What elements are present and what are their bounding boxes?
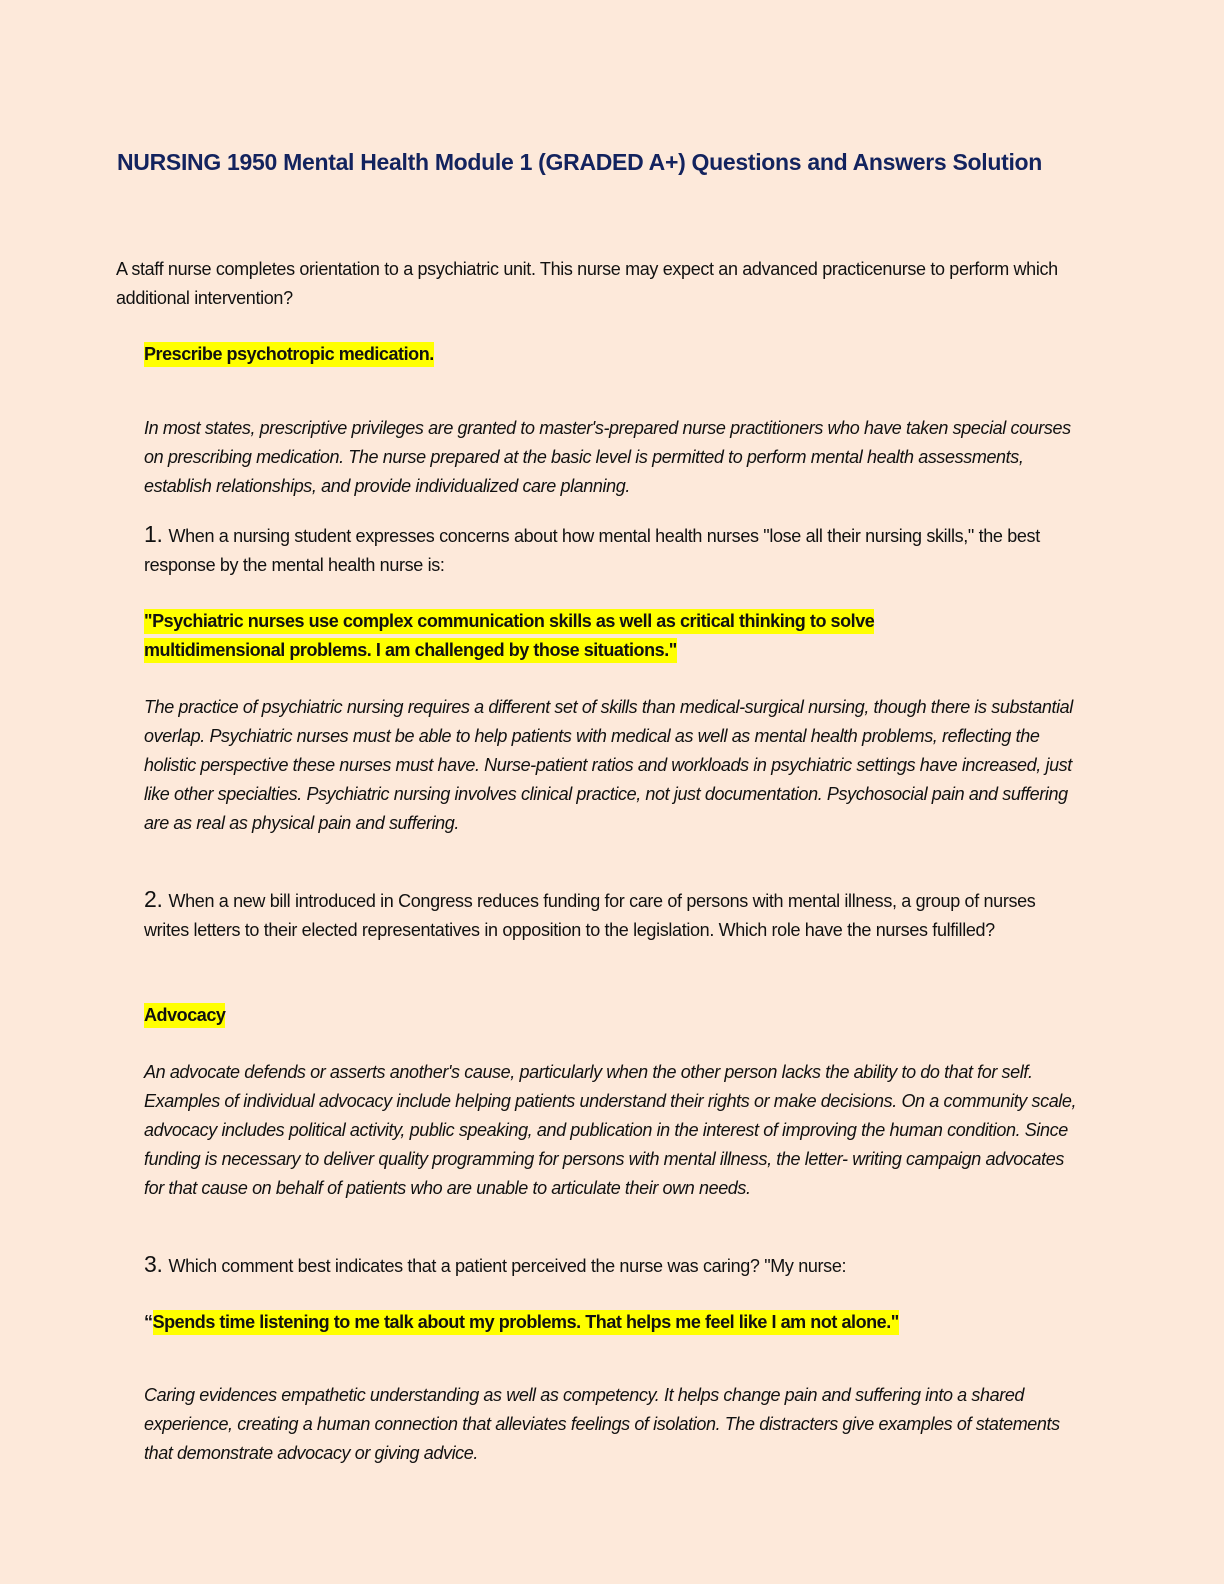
question-2-answer-highlight: Advocacy — [144, 1003, 225, 1028]
question-3-number: 3. — [144, 1251, 163, 1277]
question-1-answer — [144, 607, 944, 665]
question-2-explanation: An advocate defends or asserts another's cause, particularly when the other person lacks the ability to do that for self. Examples of individual advocacy include helping patients understand their rights or make decisions. On a community scale, advocacy includes political activity, public speaking, and publication in the interest of improving the human condition. Since funding is necessary to deliver quality programming for persons with mental illness, the letter- writing campaign advocates for that cause on behalf of patients who are unable to articulate their own needs. — [144, 1062, 1077, 1198]
question-1-text: When a nursing student expresses concerns about how mental health nurses "lose all their nursing skills," the best response by the mental health nurse is: — [144, 526, 1040, 575]
question-2-text: When a new bill introduced in Congress reduces funding for care of persons with mental illness, a group of nurses writes letters to their elected representatives in opposition to the legislation. Which role have the nurses fulfilled? — [144, 891, 1036, 940]
question-3-text: Which comment best indicates that a patient perceived the nurse was caring? "My nurse: — [168, 1256, 847, 1276]
intro-question: A staff nurse completes orientation to a psychiatric unit. This nurse may expect an advanced practicenurse to perform which additional intervention? — [116, 259, 1058, 308]
document-title: NURSING 1950 Mental Health Module 1 (GRADED A+) Questions and Answers Solution — [117, 149, 1043, 175]
question-3-answer — [144, 1308, 1084, 1337]
question-2 — [144, 885, 1084, 945]
question-3-answer-highlight: Spends time listening to me talk about my problems. That helps me feel like I am not alone." — [153, 1310, 899, 1335]
question-1 — [144, 520, 1084, 580]
intro-answer — [144, 340, 1084, 369]
question-1-answer-highlight: "Psychiatric nurses use complex communication skills as well as critical thinking to solve multidimensional problems. I am challenged by those situations." — [144, 609, 874, 663]
intro-answer-highlight: Prescribe psychotropic medication. — [144, 342, 434, 367]
question-1-explanation: The practice of psychiatric nursing requires a different set of skills than medical-surgical nursing, though there is substantial overlap. Psychiatric nurses must be able to help patients with medical as well as mental health problems, reflecting the holistic perspective these nurses must have. Nurse-patient ratios and workloads in psychiatric settings have increased, just like other specialties. Psychiatric nursing involves clinical practice, not just documentation. Psychosocial pain and suffering are as real as physical pain and suffering. — [144, 697, 1073, 833]
question-3 — [144, 1250, 1084, 1281]
question-3-explanation: Caring evidences empathetic understanding as well as competency. It helps change pain and suffering into a shared experience, creating a human connection that alleviates feelings of isolation. The distracters give examples of statements that demonstrate advocacy or giving advice. — [144, 1385, 1060, 1463]
question-1-number: 1. — [144, 521, 163, 547]
question-3-answer-open-quote: “ — [144, 1312, 153, 1332]
intro-explanation: In most states, prescriptive privileges are granted to master's-prepared nurse practitioners who have taken special courses on prescribing medication. The nurse prepared at the basic level is permitted to perform mental health assessments, establish relationships, and provide individualized care planning. — [144, 418, 1071, 496]
question-2-answer — [144, 1001, 1084, 1030]
question-2-number: 2. — [144, 886, 163, 912]
